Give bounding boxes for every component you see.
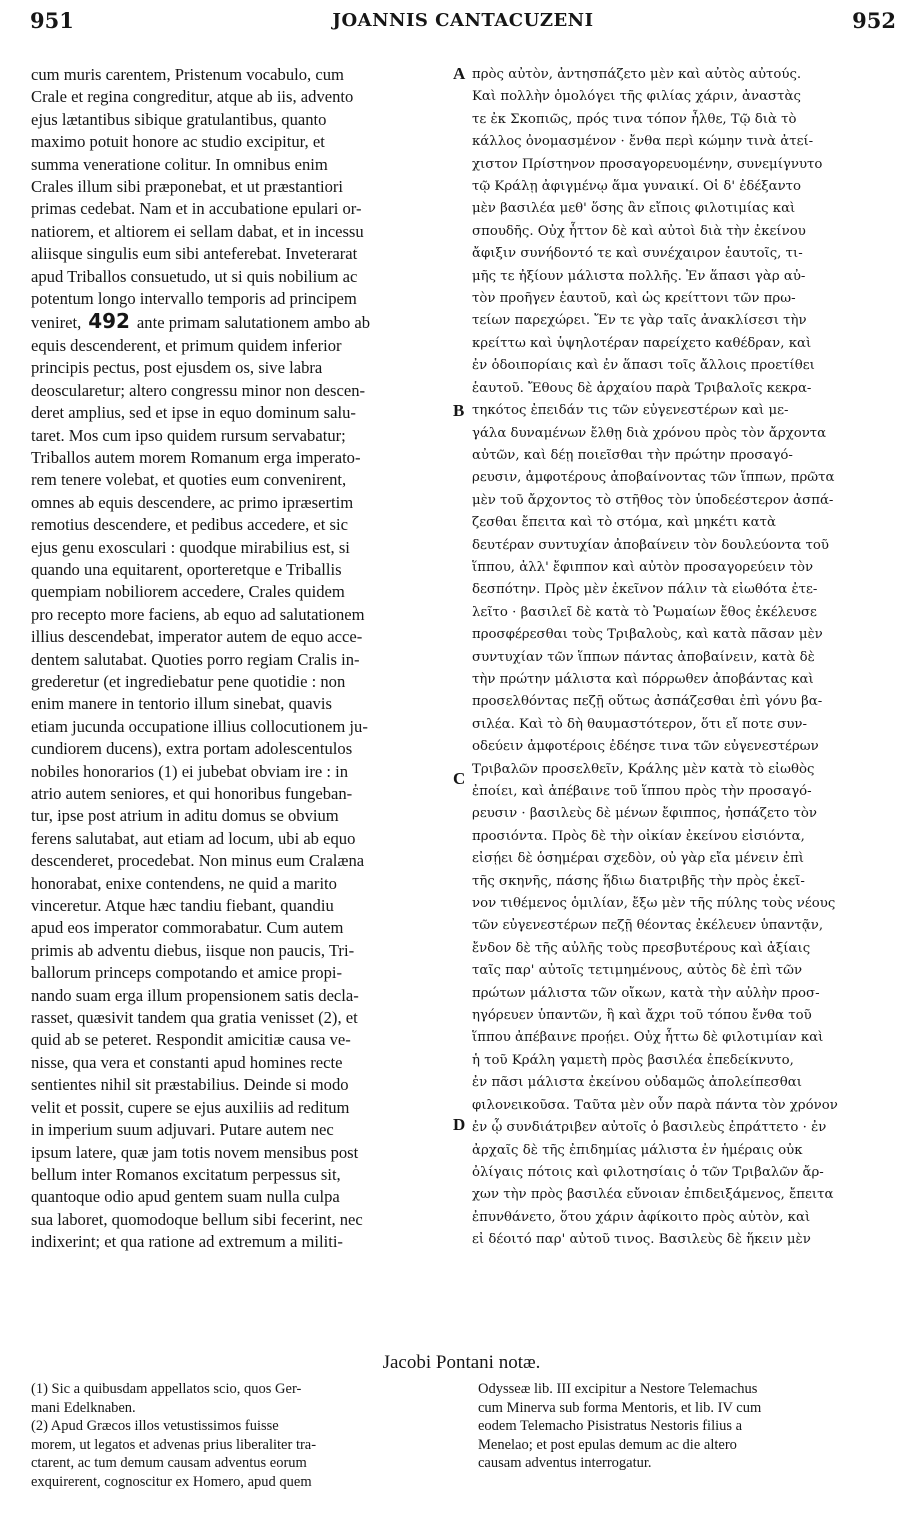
- latin-text-line: primis ab adventu diebus, iisque non paucis, Tri-: [31, 940, 355, 960]
- margin-siglum-a: A: [453, 64, 466, 83]
- greek-text-line: πρὸς αὐτὸν, ἀντησπάζετο μὲν καὶ αὐτὸς αὐτούς.: [472, 67, 802, 82]
- greek-text-line: μῆς τε ἠξίουν μάλιστα πολλῆς. Ἐν ἅπασι γὰρ αὐ-: [472, 268, 806, 284]
- greek-text-line: τηκότος ἐπειδάν τις τῶν εὐγενεστέρων καὶ με-: [472, 403, 789, 419]
- latin-text-line: dentem salutabat. Quoties porro regiam Cralis in-: [31, 649, 360, 669]
- latin-text-line: apud eos imperator commorabatur. Cum autem: [31, 918, 344, 938]
- greek-text-line: χων τὴν πρὸς βασιλέα εὔνοιαν ἐπιδειξάμενος, ἔπειτα: [472, 1187, 834, 1203]
- latin-text-line: grederetur (et ingrediebatur pene quotidie : non: [31, 671, 346, 691]
- greek-text-line: νον τιθέμενος ὁμιλίαν, ἔξω μὲν τῆς πύλης τοὺς νέους: [472, 896, 836, 912]
- latin-text-line: maximo potuit honore ac studio excipitur, et: [31, 132, 325, 152]
- greek-text-line: ἐν ᾧ συνδιάτριβεν αὐτοῖς ὁ βασιλεὺς ἐπράττετο · ἐν: [472, 1120, 827, 1136]
- greek-text-line: ζεσθαι ἔπειτα καὶ τὸ στόμα, καὶ μηκέτι κατὰ: [472, 515, 776, 531]
- latin-text-line: enim manere in tentorio illum sinebat, quavis: [31, 694, 332, 714]
- greek-text-line: ἵππου ἀπέβαινε προῄει. Οὐχ ἧττω δὲ φιλοτιμίαν καὶ: [472, 1030, 824, 1046]
- greek-text-line: ἐν ὁδοιπορίαις καὶ ἐν ἅπασι τοῖς ἄλλοις προετίθει: [472, 358, 815, 374]
- greek-text-line: Τριβαλῶν προσελθεῖν, Κράλης μὲν κατὰ τὸ εἰωθὸς: [472, 761, 815, 777]
- greek-text-line: φιλονεικοῦσα. Ταῦτα μὲν οὖν παρὰ πάντα τὸν χρόνον: [472, 1097, 838, 1113]
- latin-text-line: remotius descendere, et pedibus accedere, et sic: [31, 515, 348, 535]
- footnotes-right: [478, 1380, 896, 1473]
- footnote-line: exquirerent, cognoscitur ex Homero, apud quem: [31, 1473, 312, 1490]
- greek-text-line: λεῖτο · βασιλεῖ δὲ κατὰ τὸ Ῥωμαίων ἔθος ἐκέλευσε: [472, 604, 817, 620]
- latin-text-line: Triballos autem morem Romanum erga imperato-: [31, 447, 361, 467]
- greek-text-line: ἐπυνθάνετο, ὅτου χάριν ἀφίκοιτο πρὸς αὐτὸν, καὶ: [472, 1209, 811, 1225]
- latin-text-line: nisse, qua vera et constanti apud homines recte: [31, 1052, 343, 1072]
- latin-text-line: quempiam nobiliorem accedere, Crales quidem: [31, 582, 345, 602]
- margin-siglum-b: B: [453, 401, 465, 420]
- greek-text-line: κρείττω καὶ ὑψηλοτέραν παρείχετο καθέδραν, καὶ: [472, 335, 812, 351]
- greek-text-line: τῷ Κράλῃ ἀφιγμένῳ ἅμα γυναικί. Οἱ δ' ἐδέξαντο: [472, 179, 802, 195]
- latin-text-line: indixerint; et qua ratione ad extremum a militi-: [31, 1232, 343, 1252]
- margin-siglum-d: D: [453, 1115, 466, 1134]
- greek-text-line: οδεύειν ἀμφοτέροις ἐδέησε τινα τῶν εὐγενεστέρων: [472, 739, 819, 755]
- latin-text-line: honorabat, enixe contendens, ne quid a marito: [31, 873, 337, 893]
- latin-text-line: atrio autem seniores, et qui honoribus fungeban-: [31, 784, 353, 803]
- latin-text-line: ballorum princeps compotando et amice propi-: [31, 963, 343, 983]
- latin-text-line: sentientes nihil sit præstabilius. Deinde si modo: [31, 1075, 349, 1095]
- margin-siglum-c: C: [453, 769, 466, 788]
- latin-text-line: aliisque singulis eum sibi anteferebat. Inveterarat: [31, 244, 358, 264]
- latin-text-line: cundiorem ducens), extra portam adolescentulos: [31, 739, 353, 759]
- latin-text-line: rem tenere volebat, et quoties eum convenirent,: [31, 470, 347, 490]
- latin-text-line: rasset, quæsivit tandem qua gratia venisset (2), et: [31, 1008, 358, 1028]
- greek-text-line: Καὶ πολλὴν ὁμολόγει τῆς φιλίας χάριν, ἀναστὰς: [472, 89, 801, 105]
- latin-text-line: sua laboret, quomodoque bellum sibi fecerint, nec: [31, 1209, 363, 1229]
- latin-text-line: Crale et regina congreditur, atque ab iis, advento: [31, 87, 354, 107]
- greek-text-line: ἔνδον δὲ τῆς αὐλῆς τοὺς πρεσβυτέρους καὶ ἀξίαις: [472, 940, 811, 956]
- greek-text-line: ταῖς παρ' αὐτοῖς τετιμημένους, αὐτὸς δὲ ἐπὶ τῶν: [472, 963, 803, 979]
- greek-text-line: εἰ δέοιτό παρ' αὐτοῦ τινος. Βασιλεὺς δὲ ἥκειν μὲν: [472, 1232, 811, 1248]
- footnote-line: (2) Apud Græcos illos vetustissimos fuisse: [31, 1418, 279, 1435]
- latin-column: [31, 64, 451, 1314]
- greek-text-line: ἐν πᾶσι μάλιστα ἐκείνου οὐδαμῶς ἀπολείπεσθαι: [472, 1075, 802, 1091]
- right-page-number: 952: [852, 8, 896, 33]
- left-page-number: 951: [30, 8, 74, 33]
- latin-text-line: nobiles honorarios (1) ei jubebat obviam ire : in: [31, 761, 349, 781]
- latin-text-line: Crales illum sibi præponebat, et ut præstantiori: [31, 177, 344, 197]
- latin-text-line: in imperium suum adjuvari. Putare autem nec: [31, 1120, 334, 1140]
- latin-text-line: primas cedebat. Nam et in accubatione epulari or-: [31, 199, 362, 219]
- greek-text-line: σιλέα. Καὶ τὸ δὴ θαυμαστότερον, ὅτι εἴ ποτε συν-: [472, 716, 807, 732]
- latin-text-line: quid ab se peteret. Respondit amicitiæ causa ve-: [31, 1030, 351, 1050]
- latin-text-line: summa veneratione colitur. In omnibus enim: [31, 154, 328, 174]
- greek-column: [472, 64, 894, 1314]
- latin-text-line: nando suam erga illum propensionem satis decla-: [31, 985, 359, 1005]
- greek-text-line: προσελθόντας πεζῇ οὕτως ἀσπάζεσθαι ἐπὶ γόνυ βα-: [472, 694, 823, 710]
- latin-text-line: deret amplius, sed et ipse in equo dominum salu-: [31, 403, 356, 423]
- greek-text-line: τὸν προῆγεν ἑαυτοῦ, καὶ ὡς κρείττονι τῶν πρω-: [472, 291, 796, 307]
- latin-text-line: illius descendebat, imperator autem de equo acce-: [31, 627, 363, 647]
- greek-text-line: ἡ τοῦ Κράλη γαμετὴ πρὸς βασιλέα ἐπεδείκνυτο,: [472, 1052, 794, 1068]
- greek-text-line: προσιόντα. Πρὸς δὲ τὴν οἰκίαν ἐκείνου εἰσιόντα,: [472, 828, 805, 844]
- notes-heading: Jacobi Pontani notæ.: [382, 1352, 541, 1373]
- greek-text-line: ρευσιν, ἀμφοτέρους ἀποβαίνοντας τῶν ἵππων, πρῶτα: [472, 470, 835, 486]
- greek-text-line: γάλα δυναμένων ἔλθῃ διὰ χρόνου πρὸς τὸν ἄρχοντα: [472, 425, 827, 441]
- footnote-line: morem, ut legatos et advenas prius liberaliter tra-: [31, 1436, 317, 1453]
- latin-text-line: pro recepto more faciens, ab equo ad salutationem: [31, 604, 365, 624]
- latin-text-line: quando una equitarent, oporteretque e Triballis: [31, 559, 342, 579]
- latin-text-line: natiorem, et altiorem ei sellam dabat, et in incessu: [31, 221, 364, 241]
- greek-text-line: αὐτῶν, καὶ δέῃ ποιεῖσθαι τὴν πρώτην προσαγό-: [472, 447, 793, 463]
- greek-text-line: δευτέραν συντυχίαν ἀποβαίνειν τὸν δουλεύοντα τοῦ: [472, 537, 829, 553]
- footnote-line: eodem Telemacho Pisistratus Nestoris filius a: [478, 1418, 743, 1435]
- greek-text-line: συντυχίαν τῶν ἵππων πάντας ἀποβαίνειν, κατὰ δὲ: [472, 649, 815, 665]
- greek-text-line: κάλλος ὀνομασμένον · ἔνθα περὶ κώμην τινὰ ἀτεί-: [472, 134, 814, 150]
- latin-text-line: quantoque odio apud gentem suam nulla culpa: [31, 1187, 340, 1207]
- latin-text-line: bellum inter Romanos excitatum perpessus sit,: [31, 1164, 341, 1184]
- greek-text-line: πρώτων μάλιστα τῶν οἴκων, κατὰ τὴν αὐλὴν προσ-: [472, 985, 820, 1001]
- latin-text-line: ejus genu exosculari : quodque mirabilius est, si: [31, 537, 350, 557]
- greek-text-line: μὲν βασιλέα μεθ' ὅσης ἂν εἴποις φιλοτιμίας καὶ: [472, 201, 796, 217]
- footnote-line: (1) Sic a quibusdam appellatos scio, quos Ger-: [31, 1381, 302, 1397]
- greek-text-line: τε ἐκ Σκοπιῶς, πρός τινα τόπον ἦλθε, Τῷ διὰ τὸ: [472, 111, 797, 127]
- latin-text-line: etiam jucunda occupatione illius collocutionem ju-: [31, 716, 368, 736]
- latin-text-line: potentum longo intervallo temporis ad principem: [31, 289, 357, 309]
- greek-text-line: εἰσῄει δὲ ὁσημέραι σχεδὸν, οὐ γὰρ εἴα μένειν ἐπὶ: [472, 851, 804, 867]
- greek-text-line: τῶν εὐγενεστέρων πεζῇ θέοντας ἐκέλευεν ὑπαντᾷν,: [472, 918, 824, 934]
- latin-text-fragment: ante primam salutationem ambo ab: [136, 313, 371, 333]
- footnote-line: ctarent, ac tum demum causam adventus eorum: [31, 1455, 307, 1472]
- greek-text-line: τὴν πρώτην μάλιστα καὶ πόρρωθεν ἀποβάντας καὶ: [472, 671, 814, 687]
- greek-text-line: δεσπότην. Πρὸς μὲν ἐκεῖνον πάλιν τὰ εἰωθότα ἐτε-: [472, 582, 818, 598]
- margin-number: 492: [81, 310, 137, 334]
- latin-text-line: ferens salutabat, aut etiam ad locum, ubi ab equo: [31, 828, 356, 848]
- greek-text-line: σπουδῆς. Οὐχ ἧττον δὲ καὶ αὐτοὶ διὰ τὴν ἐκείνου: [472, 223, 806, 239]
- footnote-line: Odysseæ lib. III excipitur a Nestore Telemachus: [478, 1381, 758, 1397]
- latin-text-line: veniret, 492 ante primam salutationem ambo ab: [31, 310, 371, 334]
- latin-text-line: equis descenderent, et primum quidem inferior: [31, 335, 342, 355]
- latin-text-line: tur, ipse post atrium in aditu domus se obvium: [31, 806, 339, 826]
- greek-text-line: ἐποίει, καὶ ἀπέβαινε τοῦ ἵππου πρὸς τὴν προσαγό-: [472, 784, 812, 799]
- latin-text-line: ipsum latere, quæ jam totis novem mensibus post: [31, 1142, 359, 1162]
- running-title: JOANNIS CANTACUZENI: [332, 10, 594, 31]
- page-header: [30, 8, 896, 42]
- greek-text-line: ἄφιξιν συνήδοντό τε καὶ συνέχαιρον ἑαυτοῖς, τι-: [472, 246, 803, 262]
- footnote-line: cum Minerva sub forma Mentoris, et lib. IV cum: [478, 1399, 762, 1416]
- greek-text-line: χιστον Πρίστηνον προσαγορευομένην, συνεμίγνυτο: [472, 156, 823, 172]
- greek-text-line: ρευσιν · βασιλεὺς δὲ μένων ἔφιππος, ἠσπάζετο τὸν: [472, 806, 817, 822]
- greek-text-line: ἵππου, ἀλλ' ἔφιππον καὶ αὐτὸν προσαγορεύειν τὸν: [472, 559, 814, 575]
- latin-text-line: vinceretur. Atque hæc tandiu fiebant, quandiu: [31, 896, 334, 916]
- greek-text-line: ἀρχαῖς δὲ τῆς ἐπιδημίας μάλιστα ἐν ἡμέραις οὐκ: [472, 1142, 803, 1158]
- greek-text-line: προσφέρεσθαι τοὺς Τριβαλοὺς, καὶ κατὰ πᾶσαν μὲν: [472, 627, 823, 643]
- latin-text-line: principis pectus, post ejusdem os, sive labra: [31, 358, 323, 378]
- latin-text-line: taret. Mos cum ipso quidem rursum servabatur;: [31, 425, 346, 445]
- latin-text-line: omnes ab equis descendere, ac primo ipræsertim: [31, 492, 354, 512]
- latin-text-line: ejus lætantibus sibique gratulantibus, quanto: [31, 109, 327, 129]
- footnote-line: mani Edelknaben.: [31, 1399, 136, 1416]
- greek-text-line: τείων παρεχώρει. Ἔν τε γὰρ ταῖς ἀνακλίσεσι τὴν: [472, 313, 807, 329]
- latin-text-line: velit et possit, cupere se ejus auxiliis ad reditum: [31, 1097, 350, 1117]
- greek-text-line: μὲν τοῦ ἄρχοντος τὸ στῆθος τὸν ὑποδεέστερον ἀσπά-: [472, 492, 834, 508]
- footnote-line: causam adventus interrogatur.: [478, 1455, 652, 1472]
- latin-text-line: cum muris carentem, Pristenum vocabulo, cum: [31, 65, 344, 84]
- latin-text-line: apud Triballos consuetudo, ut si quis nobilium ac: [31, 266, 358, 286]
- greek-text-line: τῆς σκηνῆς, πάσης ἥδιω διατριβῆς τὴν πρὸς ἐκεῖ-: [472, 873, 805, 889]
- greek-text-line: ἑαυτοῦ. Ἔθους δὲ ἀρχαίου παρὰ Τριβαλοῖς κεκρα-: [472, 380, 812, 396]
- footnotes-left: [31, 1380, 451, 1492]
- footnote-line: Menelao; et post epulas demum ac die altero: [478, 1436, 737, 1453]
- latin-text-line: descenderet, procedebat. Non minus eum Cralæna: [31, 851, 365, 871]
- greek-text-line: ηγόρευεν ὑπαντῶν, ἢ καὶ ἄχρι τοῦ τόπου ἔνθα τοῦ: [472, 1008, 812, 1024]
- greek-text-line: ὀλίγαις πότοις καὶ φιλοτησίαις ὁ τῶν Τριβαλῶν ἄρ-: [472, 1164, 824, 1180]
- latin-text-line: deoscularetur; altero congressu minor non descen-: [31, 380, 366, 400]
